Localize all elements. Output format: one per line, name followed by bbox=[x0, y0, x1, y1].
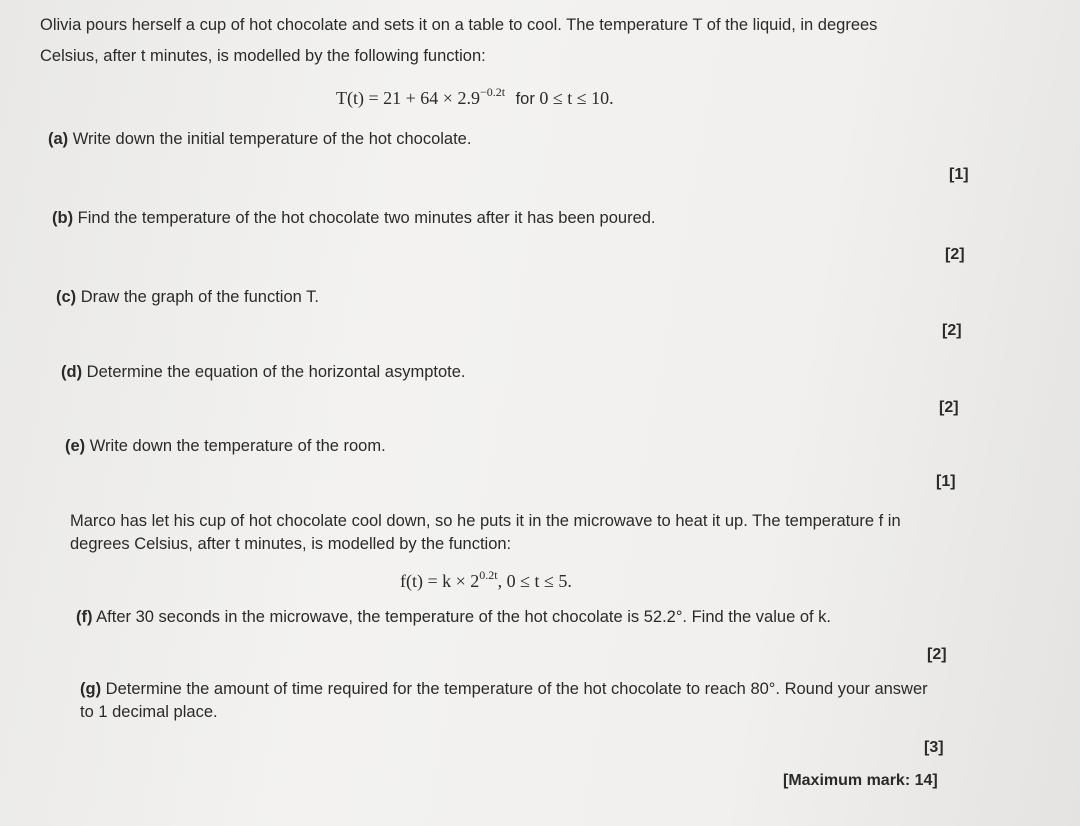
question-b-text: Find the temperature of the hot chocolate two minutes after it has been poured. bbox=[77, 209, 656, 227]
question-b-label: (b) bbox=[52, 209, 74, 227]
equation-2-exponent: 0.2t bbox=[479, 568, 498, 582]
question-g-mark: [3] bbox=[924, 739, 944, 756]
question-c-mark: [2] bbox=[942, 322, 962, 339]
question-d bbox=[61, 359, 465, 385]
question-f-mark: [2] bbox=[927, 646, 947, 663]
question-c-text: Draw the graph of the function T. bbox=[80, 288, 319, 306]
equation-2-domain: , 0 ≤ t ≤ 5. bbox=[497, 571, 572, 591]
question-g-text-2: to 1 decimal place. bbox=[80, 703, 218, 721]
intro-line-1: Olivia pours herself a cup of hot chocolate and sets it on a table to cool. The temperature T of the liquid, in degrees bbox=[40, 16, 878, 34]
equation-1-main: T(t) = 21 + 64 × 2.9 bbox=[336, 88, 480, 108]
question-g-label: (g) bbox=[80, 680, 102, 698]
question-c bbox=[56, 284, 319, 310]
intro-line-2: Celsius, after t minutes, is modelled by the following function: bbox=[40, 47, 486, 65]
question-a-text: Write down the initial temperature of the hot chocolate. bbox=[72, 130, 472, 148]
maximum-mark: [Maximum mark: 14] bbox=[783, 772, 938, 789]
marco-line-1: Marco has let his cup of hot chocolate cool down, so he puts it in the microwave to heat it up. The temperature f in bbox=[70, 512, 901, 530]
question-b-mark: [2] bbox=[945, 246, 965, 263]
question-a bbox=[48, 126, 471, 152]
question-e-mark: [1] bbox=[936, 473, 956, 490]
question-f-text: After 30 seconds in the microwave, the temperature of the hot chocolate is 52.2°. Find the value of k. bbox=[96, 608, 832, 626]
question-e bbox=[65, 433, 386, 459]
equation-1-domain: 0 ≤ t ≤ 10. bbox=[539, 88, 614, 108]
question-a-mark: [1] bbox=[949, 166, 969, 183]
question-e-text: Write down the temperature of the room. bbox=[89, 437, 386, 455]
question-g-text-1: Determine the amount of time required for the temperature of the hot chocolate to reach 80°. Round your answer bbox=[105, 680, 928, 698]
question-a-label: (a) bbox=[48, 130, 69, 148]
question-e-label: (e) bbox=[65, 437, 86, 455]
question-d-text: Determine the equation of the horizontal asymptote. bbox=[86, 363, 466, 381]
marco-line-2: degrees Celsius, after t minutes, is modelled by the function: bbox=[70, 535, 512, 553]
equation-1-for: for bbox=[515, 90, 535, 108]
question-d-label: (d) bbox=[61, 363, 83, 381]
temperature-equation bbox=[336, 85, 614, 112]
equation-1-exponent: −0.2t bbox=[479, 85, 506, 99]
question-f-label: (f) bbox=[76, 608, 93, 626]
equation-2-main: f(t) = k × 2 bbox=[400, 571, 480, 591]
question-c-label: (c) bbox=[56, 288, 77, 306]
question-d-mark: [2] bbox=[939, 399, 959, 416]
question-f bbox=[76, 604, 831, 630]
microwave-equation bbox=[400, 568, 572, 594]
question-b bbox=[52, 205, 656, 231]
